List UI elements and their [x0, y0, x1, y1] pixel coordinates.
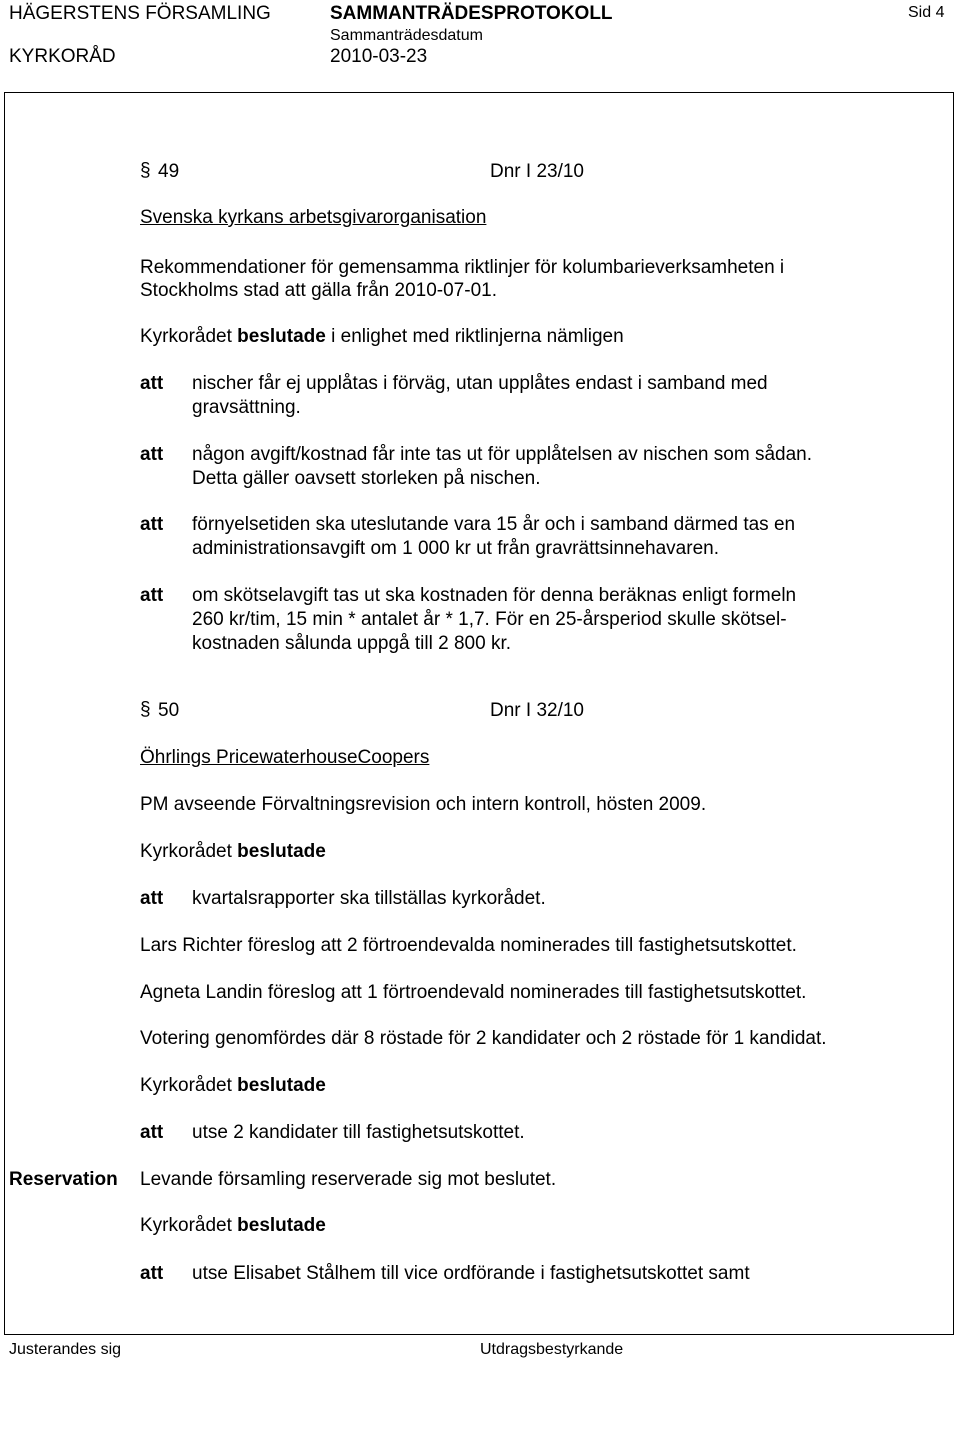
section-mark: §: [140, 160, 151, 181]
decision-subject: Kyrkorådet: [140, 1215, 232, 1236]
section-number: 49: [158, 161, 180, 182]
date-label: Sammanträdesdatum: [330, 27, 483, 44]
list-item-line: 260 kr/tim, 15 min * antalet år * 1,7. För en 25-årsperiod skulle skötsel-: [192, 609, 787, 630]
decision-line: [140, 1214, 326, 1238]
org-name: HÄGERSTENS FÖRSAMLING: [9, 3, 271, 24]
decision-subject: Kyrkorådet: [140, 1075, 232, 1096]
section-number: 50: [158, 700, 180, 721]
list-item-line: administrationsavgift om 1 000 kr ut från gravrättsinnehavaren.: [192, 538, 719, 559]
decision-line: [140, 840, 326, 864]
decision-line: [140, 325, 624, 349]
reservation-label: Reservation: [9, 1169, 118, 1190]
list-item-line: Detta gäller oavsett storleken på nischen.: [192, 468, 541, 489]
section-mark: §: [140, 699, 151, 720]
diary-number: Dnr I 23/10: [490, 161, 584, 182]
document-title: SAMMANTRÄDESPROTOKOLL: [330, 3, 613, 24]
list-item-line: om skötselavgift tas ut ska kostnaden för denna beräknas enligt formeln: [192, 585, 797, 606]
decision-verb: beslutade: [237, 1075, 326, 1096]
decision-subject: Kyrkorådet: [140, 326, 232, 347]
diary-number: Dnr I 32/10: [490, 700, 584, 721]
intro-line: Stockholms stad att gälla från 2010-07-01.: [140, 280, 497, 301]
list-item-line: gravsättning.: [192, 397, 301, 418]
att-label: att: [140, 1122, 164, 1143]
list-item-line: kvartalsrapporter ska tillställas kyrkorådet.: [192, 888, 546, 909]
att-label: att: [140, 514, 164, 535]
signature-label: Justerandes sig: [9, 1341, 122, 1358]
paragraph: Lars Richter föreslog att 2 förtroendevalda nominerades till fastighetsutskottet.: [140, 935, 797, 956]
page-number: Sid 4: [908, 4, 945, 21]
intro-line: PM avseende Förvaltningsrevision och intern kontroll, hösten 2009.: [140, 794, 707, 815]
list-item-line: nischer får ej upplåtas i förväg, utan upplåtes endast i samband med: [192, 373, 768, 394]
decision-verb: beslutade: [237, 326, 326, 347]
att-label: att: [140, 585, 164, 606]
paragraph: Agneta Landin föreslog att 1 förtroendevald nominerades till fastighetsutskottet.: [140, 982, 807, 1003]
list-item-line: utse 2 kandidater till fastighetsutskottet.: [192, 1122, 525, 1143]
decision-verb: beslutade: [237, 841, 326, 862]
section-heading: Svenska kyrkans arbetsgivarorganisation: [140, 207, 487, 228]
list-item-line: utse Elisabet Stålhem till vice ordförande i fastighetsutskottet samt: [192, 1263, 750, 1284]
decision-verb: beslutade: [237, 1215, 326, 1236]
att-label: att: [140, 1263, 164, 1284]
reservation-text: Levande församling reserverade sig mot beslutet.: [140, 1169, 557, 1190]
decision-text: i enlighet med riktlinjerna nämligen: [331, 326, 624, 347]
meeting-date: 2010-03-23: [330, 46, 428, 67]
list-item-line: kostnaden sålunda uppgå till 2 800 kr.: [192, 633, 512, 654]
section-heading: Öhrlings PricewaterhouseCoopers: [140, 747, 430, 768]
certification-label: Utdragsbestyrkande: [480, 1341, 624, 1358]
decision-subject: Kyrkorådet: [140, 841, 232, 862]
body-name: KYRKORÅD: [9, 46, 116, 67]
list-item-line: förnyelsetiden ska uteslutande vara 15 år och i samband därmed tas en: [192, 514, 796, 535]
att-label: att: [140, 444, 164, 465]
decision-line: [140, 1074, 326, 1098]
list-item-line: någon avgift/kostnad får inte tas ut för upplåtelsen av nischen som sådan.: [192, 444, 812, 465]
att-label: att: [140, 888, 164, 909]
intro-line: Rekommendationer för gemensamma riktlinjer för kolumbarieverksamheten i: [140, 257, 785, 278]
att-label: att: [140, 373, 164, 394]
paragraph: Votering genomfördes där 8 röstade för 2 kandidater och 2 röstade för 1 kandidat.: [140, 1028, 827, 1049]
